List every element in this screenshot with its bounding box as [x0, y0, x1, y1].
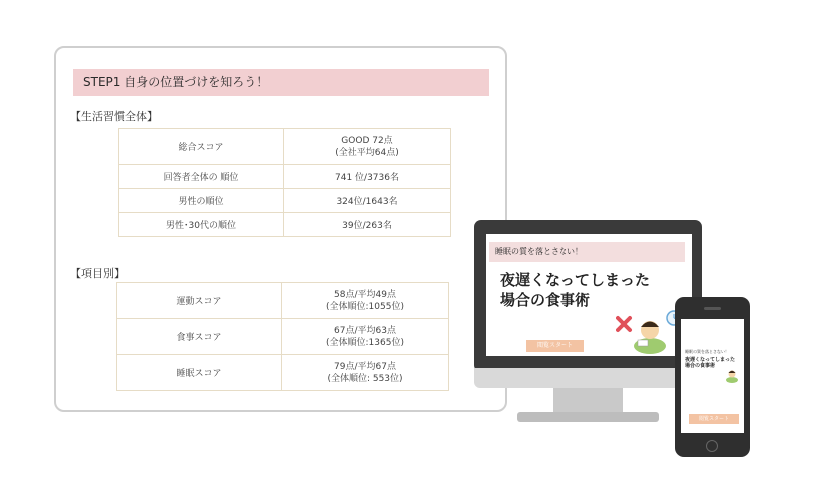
row-label: 運動スコア: [117, 283, 282, 319]
phone-subtitle: 睡眠の質を落とさない！: [685, 349, 729, 354]
row-label: 食事スコア: [117, 319, 282, 355]
item-score-table: [116, 282, 449, 391]
row-value: [282, 355, 449, 391]
monitor-stand-base: [517, 412, 659, 422]
overall-score-table: [118, 128, 451, 237]
person-illustration-icon: [723, 367, 741, 383]
phone-start-button[interactable]: 閲覧スタート: [689, 414, 739, 424]
start-reading-button[interactable]: 閲覧スタート: [526, 340, 584, 352]
monitor-stand-neck: [553, 388, 623, 414]
desktop-monitor: [474, 220, 702, 372]
row-label: 男性の順位: [119, 189, 284, 213]
headline-line: 夜遅くなってしまった: [500, 271, 651, 289]
table-row: [117, 319, 449, 355]
value-line: GOOD 72点: [341, 135, 393, 146]
headline-line: 夜遅くなってしまった: [685, 357, 736, 363]
table-row: [117, 355, 449, 391]
row-value: [282, 319, 449, 355]
value-line: 79点/平均67点: [334, 361, 396, 372]
item-section-title: 【項目別】: [70, 267, 125, 280]
row-value: [284, 129, 451, 165]
value-note: (全体順位:1365位): [326, 337, 404, 348]
table-row: [119, 165, 451, 189]
x-mark-icon: [618, 318, 630, 330]
table-row: [119, 213, 451, 237]
smartphone: [675, 297, 750, 457]
score-report-card: [54, 46, 507, 412]
headline-line: 場合の食事術: [500, 291, 591, 309]
monitor-chin: [474, 368, 702, 388]
headline-line: 場合の食事術: [685, 363, 716, 369]
row-value: 741 位/3736名: [284, 165, 451, 189]
row-label: 睡眠スコア: [117, 355, 282, 391]
value-note: (全体順位:1055位): [326, 301, 404, 312]
value-line: 67点/平均63点: [334, 325, 396, 336]
phone-speaker: [704, 307, 721, 310]
row-label: 回答者全体の 順位: [119, 165, 284, 189]
step-title: STEP1 自身の位置づけを知ろう！: [73, 69, 489, 96]
phone-screen: [681, 319, 744, 433]
value-line: 58点/平均49点: [334, 289, 396, 300]
monitor-headline: [500, 270, 650, 310]
home-button[interactable]: [706, 440, 718, 452]
monitor-screen: [486, 234, 692, 356]
row-value: [282, 283, 449, 319]
overall-section-title: 【生活習慣全体】: [70, 110, 158, 123]
value-note: (全社平均64点): [335, 147, 399, 158]
row-label: 男性･30代の順位: [119, 213, 284, 237]
row-value: 39位/263名: [284, 213, 451, 237]
row-label: 総合スコア: [119, 129, 284, 165]
monitor-banner: 睡眠の質を落とさない！: [489, 242, 685, 262]
row-value: 324位/1643名: [284, 189, 451, 213]
value-note: (全体順位: 553位): [327, 373, 403, 384]
table-row: [117, 283, 449, 319]
table-row: [119, 129, 451, 165]
table-row: [119, 189, 451, 213]
